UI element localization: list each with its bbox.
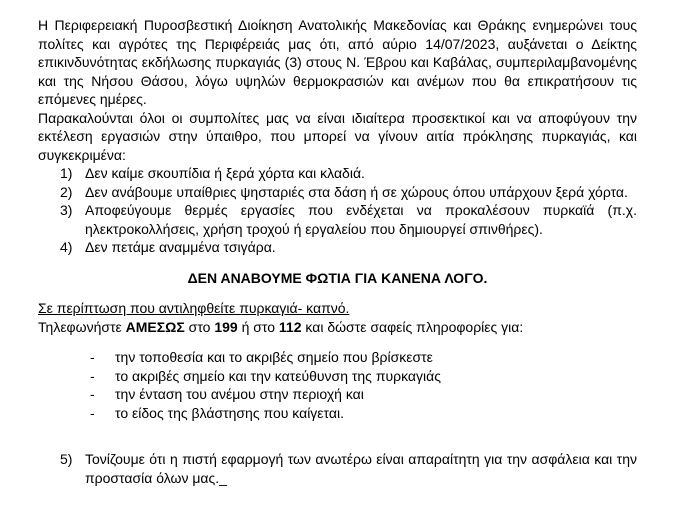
info-text: το ακριβές σημείο και την κατεύθυνση της πυρκαγιάς [115,367,441,384]
emergency-number-199: 199 [214,318,238,335]
info-item [38,367,637,386]
call-instruction-suffix: και δώστε σαφείς πληροφορίες για: [301,318,524,335]
dash-bullet: - [90,367,95,384]
info-text: το είδος της βλάστησης που καίγεται. [115,404,344,421]
call-instruction-line [38,318,637,337]
intro-paragraph: Η Περιφερειακή Πυροσβεστική Διοίκηση Ανατολικής Μακεδονίας και Θράκης ενημερώνει τους πολίτες και αγρότες της Περιφέρειάς μας ότι, από αύριο 14/07/2023, αυξάνεται ο Δείκτης επικινδυνότητας εκδήλωσης πυρκαγιάς (3) στους Ν. Έβρου και Καβάλας, συμπεριλαμβανομένης και της Νήσου Θάσου, λόγω υψηλών θερμοκρασιών και ανέμων που θα επικρατήσουν τις επόμενες ημέρες. [38,17,637,107]
rule-number: 3) [60,202,73,218]
info-dash-list [38,348,637,422]
numbered-rule-list [38,164,637,257]
rule-item [38,164,637,183]
call-instruction-mid2: ή στο [237,318,279,335]
rule-number: 5) [60,451,73,467]
emergency-case-heading: Σε περίπτωση που αντιληφθείτε πυρκαγιά- καπνό. [38,300,350,316]
rule-item [38,201,637,238]
dash-bullet: - [90,404,95,421]
call-instruction-mid1: στο [184,318,215,335]
main-warning-heading: ΔΕΝ ΑΝΑΒΟΥΜΕ ΦΩΤΙΑ ΓΙΑ ΚΑΝΕΝΑ ΛΟΓΟ. [187,269,488,286]
rule-text: Δεν καίμε σκουπίδια ή ξερά χόρτα και κλαδιά. [85,165,365,181]
dash-bullet: - [90,349,95,365]
rule-text: Δεν πετάμε αναμμένα τσιγάρα. [85,239,276,255]
request-paragraph: Παρακαλούνται όλοι οι συμπολίτες μας να είναι ιδιαίτερα προσεκτικοί και να αποφύγουν την εκτέλεση εργασιών στην ύπαιθρο, που μπορεί να γίνουν αιτία πρόκλησης πυρκαγιάς, και συγκεκριμένα: [38,109,637,163]
rule-text: Αποφεύγουμε θερμές εργασίες που ενδέχεται να προκαλέσουν πυρκαϊά (π.χ. ηλεκτροκολλήσεις, χρήση τροχού ή εργαλείου που δημιουργεί σπινθήρες). [85,202,637,237]
rule-number: 1) [60,165,73,181]
dash-bullet: - [90,386,95,402]
rule-item [38,238,637,257]
info-item [38,404,637,423]
rule-text: Δεν ανάβουμε υπαίθριες ψησταριές στα δάση ή σε χώρους όπου υπάρχουν ξερά χόρτα. [85,183,628,200]
rule-number: 2) [60,183,73,200]
call-instruction-prefix: Τηλεφωνήστε [38,318,126,335]
info-item [38,348,637,367]
info-text: την ένταση του ανέμου στην περιοχή και [115,386,364,402]
emergency-number-112: 112 [278,318,302,335]
rule-item [38,183,637,202]
closing-text: Τονίζουμε ότι η πιστή εφαρμογή των ανωτέρω είναι απαραίτητη για την ασφάλεια και την προστασία όλων μας._ [85,451,637,486]
info-text: την τοποθεσία και το ακριβές σημείο που βρίσκεστε [115,349,433,365]
call-immediately-emphasis: ΑΜΕΣΩΣ [125,318,185,335]
closing-item [38,450,637,487]
rule-number: 4) [60,239,73,255]
info-item [38,385,637,404]
